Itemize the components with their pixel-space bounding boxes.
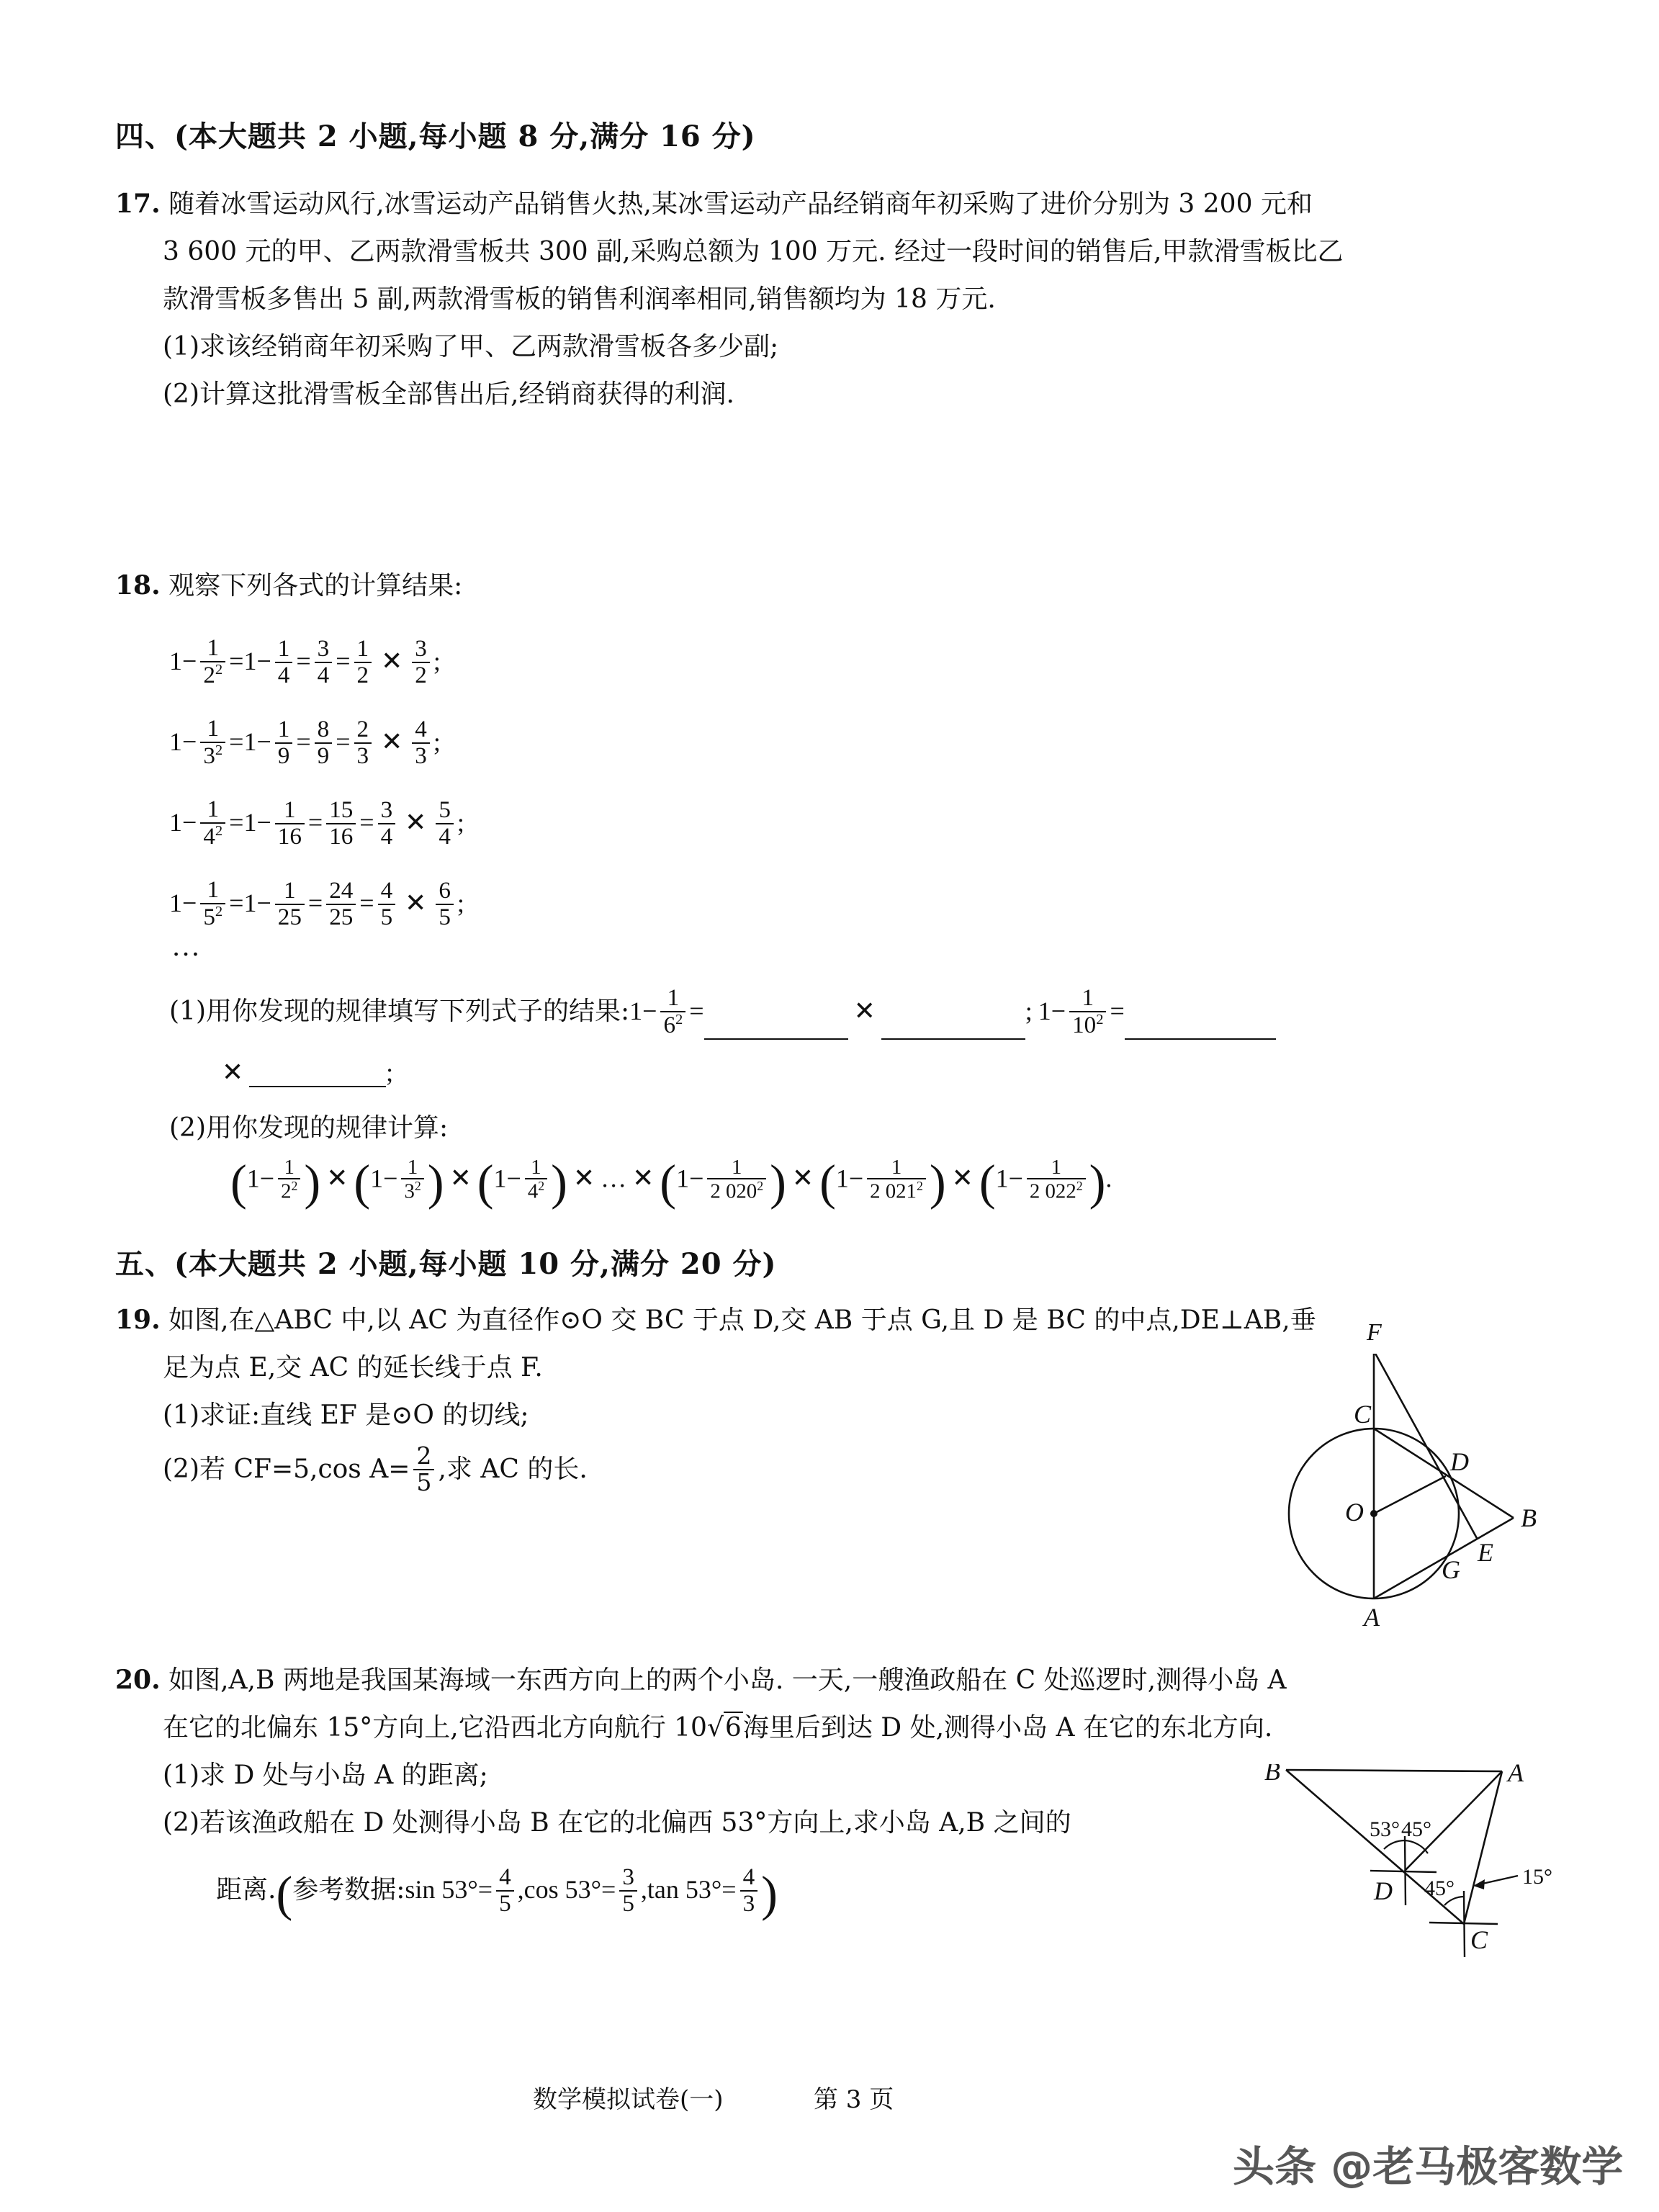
q18-equation-list [169,621,464,943]
q20-part3-pre: 距离. [216,1875,276,1905]
svg-text:G: G [1442,1555,1460,1584]
answer-blank-2[interactable] [881,1012,1025,1040]
q17-part1: (1)求该经销商年初采购了甲、乙两款滑雪板各多少副; [163,332,779,361]
section-four-heading: 四、(本大题共 2 小题,每小题 8 分,满分 16 分) [115,120,756,153]
q17-number: 17. [115,189,161,219]
ref-item-cos: cos 53°= [523,1875,616,1905]
fraction: $\frac{1}{25}$ [275,878,305,930]
q18-product-expression: (1− $\frac{1}{2^2}$ ) ✕ (1− $\frac{1}{3^2}$ ) ✕ (1− $\frac{1}{4^2}$ ) ✕ … ✕ (1− $\frac{1}{2 020^2}$ ) ✕ (1− $\frac{1}{2 021^2}$ ) ✕ (1− $\frac{1}{2 022^2}$ ). [230,1155,1112,1210]
q20-line1 [115,1656,1555,1704]
fraction: $\frac{1}{2 020^2}$ [707,1156,766,1202]
q17-line1 [115,180,1555,228]
q18-ellipsis: … [171,930,203,962]
q18-part1-sep: ; [1025,997,1033,1025]
q20-number: 20. [115,1665,161,1695]
q19-part1: (1)求证:直线 EF 是⊙O 的切线; [163,1401,529,1430]
q19-line1 [115,1296,1555,1344]
svg-text:E: E [1478,1538,1493,1567]
fraction: $\frac{1}{10^2}$ [1069,986,1106,1038]
fraction: $\frac{4}{3}$ [740,1865,758,1917]
svg-text:B: B [1521,1503,1537,1532]
q17-part2: (2)计算这批滑雪板全部售出后,经销商获得的利润. [163,379,734,409]
q18-product-end: . [1105,1164,1112,1193]
fraction: $\frac{1}{3^2}$ [401,1156,423,1202]
q18-number: 18. [115,570,161,601]
svg-text:B: B [1264,1764,1280,1786]
q19-line1-text: 如图,在△ABC 中,以 AC 为直径作⊙O 交 BC 于点 D,交 AB 于点 G,且 D 是 BC 的中点,DE⊥AB,垂 [168,1305,1316,1335]
fraction: $\frac{1}{2^2}$ [200,636,225,688]
fraction: $\frac{2}{5}$ [413,1444,434,1496]
fraction: $\frac{1}{9}$ [275,717,293,769]
q20-line2 [163,1704,1555,1752]
answer-blank-3[interactable] [1125,1012,1276,1040]
q20-part2: (2)若该渔政船在 D 处测得小岛 B 在它的北偏西 53°方向上,求小岛 A,B 之间的 [163,1808,1071,1838]
fraction: $\frac{4}{5}$ [496,1865,514,1917]
q20-line1-text: 如图,A,B 两地是我国某海域一东西方向上的两个小岛. 一天,一艘渔政船在 C 处巡逻时,测得小岛 A [168,1665,1287,1695]
fraction: $\frac{15}{16}$ [326,798,356,850]
fraction: $\frac{24}{25}$ [326,878,356,930]
q17-line2: 3 600 元的甲、乙两款滑雪板共 300 副,采购总额为 100 万元. 经过一段时间的销售后,甲款滑雪板比乙 [163,237,1344,266]
footer-page: 第 3 页 [814,2085,894,2114]
question-18 [115,562,1555,610]
fraction: $\frac{3}{4}$ [378,798,396,850]
svg-text:D: D [1374,1876,1393,1905]
footer-title: 数学模拟试卷(一) [533,2085,724,2114]
q18-prompt: 观察下列各式的计算结果: [168,571,463,601]
fraction: $\frac{8}{9}$ [315,717,333,769]
q18-part2-text: (2)用你发现的规律计算: [169,1113,449,1143]
ref-item-tan: tan 53°= [647,1875,737,1905]
q20-reference-data: 距离.(参考数据:sin 53°= $\frac{4}{5}$ ,cos 53°= $\frac{3}{5}$ ,tan 53°= $\frac{4}{3}$ ) [216,1863,778,1921]
fraction: $\frac{1}{2 021^2}$ [867,1156,926,1202]
q19-line2: 足为点 E,交 AC 的延长线于点 F. [163,1353,543,1382]
svg-text:D: D [1450,1447,1469,1476]
svg-text:45°: 45° [1424,1876,1455,1900]
q18-prompt-line [115,562,1555,610]
q18-product-dots: … [601,1164,627,1193]
svg-text:O: O [1345,1498,1364,1527]
svg-text:C: C [1470,1925,1488,1954]
q20-line2-post: 海里后到达 D 处,测得小岛 A 在它的东北方向. [742,1713,1273,1743]
fraction: $\frac{1}{3^2}$ [200,716,225,769]
q20-figure [1260,1764,1570,1995]
q18-equation-row: 1− $\frac{1}{5^2}$ =1− $\frac{1}{25}$ = $\frac{24}{25}$ = $\frac{4}{5}$ ✕ $\frac{6}{5}$ ; [169,876,464,931]
fraction: $\frac{1}{4}$ [275,637,293,688]
fraction: $\frac{3}{2}$ [412,637,430,688]
q19-part2-post: ,求 AC 的长. [438,1455,588,1484]
q20-line2-pre: 在它的北偏东 15°方向上,它沿西北方向航行 10 [163,1713,707,1743]
fraction: $\frac{1}{5^2}$ [200,878,225,930]
svg-text:A: A [1364,1603,1380,1632]
navigation-triangle-diagram [1260,1764,1570,1995]
svg-text:15°: 15° [1522,1865,1552,1889]
fraction: $\frac{1}{2^2}$ [278,1156,300,1202]
svg-text:C: C [1354,1400,1372,1429]
q18-part1-text: (1)用你发现的规律填写下列式子的结果: [169,997,630,1026]
radical-6: √6 [706,1713,742,1743]
q19-figure [1282,1319,1584,1656]
svg-text:45°: 45° [1401,1817,1431,1841]
ref-label: 参考数据: [292,1875,405,1905]
q18-equation-row: 1− $\frac{1}{4^2}$ =1− $\frac{1}{16}$ = $\frac{15}{16}$ = $\frac{3}{4}$ ✕ $\frac{5}{4}$ ; [169,796,464,850]
ref-item-sin: sin 53°= [405,1875,493,1905]
svg-text:A: A [1508,1764,1524,1787]
answer-blank-1[interactable] [704,1012,848,1040]
q17-line1-text: 随着冰雪运动风行,冰雪运动产品销售火热,某冰雪运动产品经销商年初采购了进价分别为 3 200 元和 [168,189,1313,219]
fraction: $\frac{6}{5}$ [436,878,454,930]
fraction: $\frac{1}{2 022^2}$ [1027,1156,1086,1202]
q17-line3: 款滑雪板多售出 5 副,两款滑雪板的销售利润率相同,销售额均为 18 万元. [163,284,996,314]
section-five-heading: 五、(本大题共 2 小题,每小题 10 分,满分 20 分) [115,1247,777,1281]
q18-part1: (1)用你发现的规律填写下列式子的结果:1− $\frac{1}{6^2}$ = ✕ ; 1− $\frac{1}{10^2}$ = [169,985,1276,1040]
question-17 [115,180,1555,418]
q18-part1-cont: ✕ ; [222,1058,394,1087]
fraction: $\frac{3}{4}$ [315,637,333,688]
fraction: $\frac{1}{4^2}$ [200,797,225,850]
fraction: $\frac{1}{4^2}$ [525,1156,547,1202]
q19-label-F: F [1367,1319,1382,1346]
answer-blank-4[interactable] [249,1060,386,1087]
q20-part1: (1)求 D 处与小岛 A 的距离; [163,1761,488,1790]
q18-equation-row: 1− $\frac{1}{3^2}$ =1− $\frac{1}{9}$ = $\frac{8}{9}$ = $\frac{2}{3}$ ✕ $\frac{4}{3}$ ; [169,715,441,770]
fraction: $\frac{4}{5}$ [378,878,396,930]
fraction: $\frac{3}{5}$ [619,1865,637,1917]
q19-part2-pre: (2)若 CF=5,cos A= [163,1455,410,1484]
fraction: $\frac{4}{3}$ [412,717,430,769]
fraction: $\frac{1}{2}$ [354,637,372,688]
fraction: $\frac{5}{4}$ [436,798,454,850]
fraction: $\frac{1}{16}$ [275,798,305,850]
fraction: $\frac{2}{3}$ [354,717,372,769]
q18-equation-row: 1− $\frac{1}{2^2}$ =1− $\frac{1}{4}$ = $\frac{3}{4}$ = $\frac{1}{2}$ ✕ $\frac{3}{2}$ ; [169,634,441,689]
q19-number: 19. [115,1305,161,1335]
q18-part1-end: ; [386,1058,394,1087]
watermark: 头条 @老马极客数学 [1233,2142,1624,2191]
fraction: $\frac{1}{6^2}$ [660,986,685,1038]
svg-text:53°: 53° [1370,1817,1400,1841]
circle-tangent-diagram [1282,1354,1584,1656]
